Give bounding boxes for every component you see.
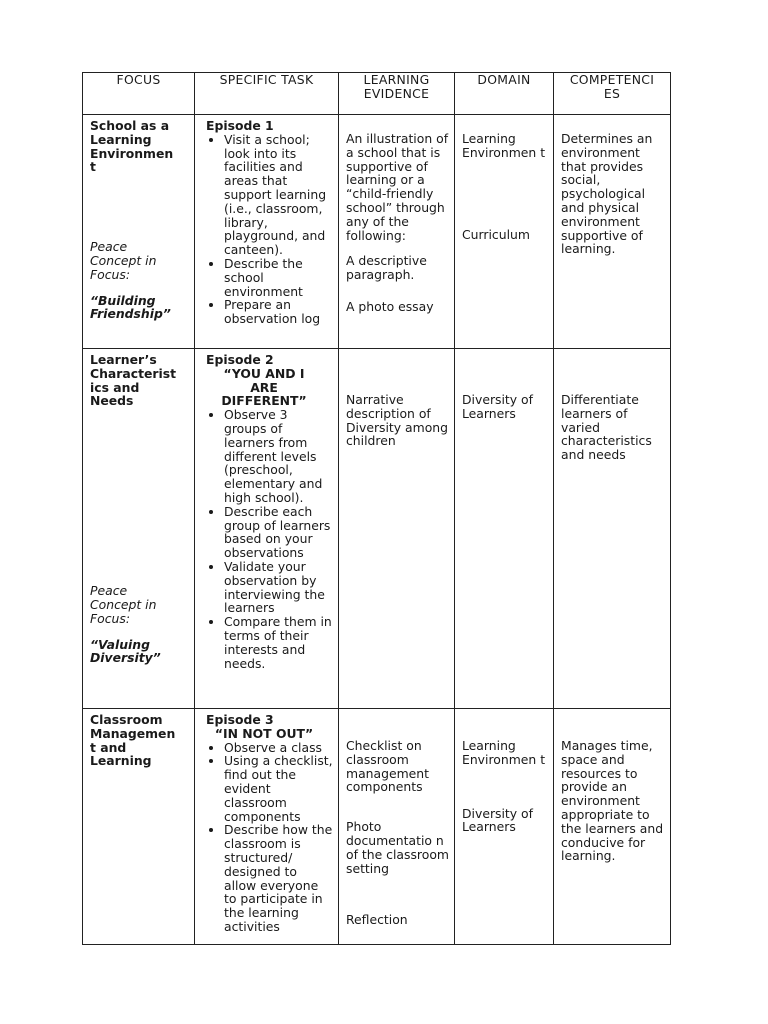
peace-concept-label: Peace Concept in Focus: [90, 583, 157, 626]
domain-text: Curriculum [462, 226, 530, 242]
focus-cell [83, 349, 195, 709]
episode-title: Episode 3 [206, 712, 274, 727]
evidence-text: Narrative description of Diversity among children [346, 392, 449, 449]
list-item: • Describe how the classroom is structured/ designed to allow everyone to participate in the learning activities [224, 823, 333, 933]
list-item: • Validate your observation by interviewing the learners [224, 560, 333, 615]
task-list [195, 133, 333, 326]
competency-cell [554, 115, 671, 349]
episode-title: Episode 2 [206, 352, 274, 367]
evidence-text: Photo documentatio n of the classroom setting [346, 819, 449, 876]
competency-text: Determines an environment that provides social, psychological and physical environment supportive of learning. [561, 131, 653, 257]
competency-cell [554, 709, 671, 945]
focus-cell [83, 115, 195, 349]
list-item: • Describe each group of learners based on your observations [224, 505, 333, 560]
list-item: • Compare them in terms of their interests and needs. [224, 615, 333, 670]
evidence-text: Reflection [346, 912, 408, 928]
header-domain: DOMAIN [455, 73, 554, 115]
competency-text: Manages time, space and resources to provide an environment appropriate to the learners and conducive for learning. [561, 738, 664, 864]
focus-title: School as a Learning Environmen t [90, 118, 174, 175]
table-row [83, 709, 671, 945]
domain-cell [455, 709, 554, 945]
task-cell [195, 115, 339, 349]
task-list [195, 741, 333, 934]
header-learning-evidence: LEARNING EVIDENCE [339, 73, 455, 115]
domain-text: Learning Environmen t [462, 131, 546, 160]
episode-title: Episode 1 [206, 118, 274, 133]
list-item: • Using a checklist, find out the evident classroom components [224, 754, 333, 823]
list-item: • Observe a class [224, 741, 333, 755]
focus-cell [83, 709, 195, 945]
evidence-cell [339, 115, 455, 349]
list-item: • Observe 3 groups of learners from different levels (preschool, elementary and high school). [224, 408, 333, 505]
evidence-cell [339, 709, 455, 945]
table-row [83, 115, 671, 349]
list-item: • Describe the school environment [224, 257, 333, 298]
evidence-text: An illustration of a school that is supportive of learning or a “child-friendly school” through any of the following: [346, 131, 449, 243]
peace-theme: “Building Friendship” [90, 292, 171, 322]
focus-title: Classroom Managemen t and Learning [90, 712, 176, 769]
evidence-text: A photo essay [346, 298, 434, 314]
task-list [195, 408, 333, 670]
domain-cell [455, 115, 554, 349]
header-row [83, 73, 671, 115]
competency-text: Differentiate learners of varied characteristics and needs [561, 392, 652, 463]
table-row [83, 349, 671, 709]
evidence-cell [339, 349, 455, 709]
header-competencies: COMPETENCI ES [554, 73, 671, 115]
domain-cell [455, 349, 554, 709]
competency-cell [554, 349, 671, 709]
domain-text: Learning Environmen t [462, 738, 546, 767]
peace-concept-label: Peace Concept in Focus: [90, 239, 157, 282]
evidence-text: A descriptive paragraph. [346, 253, 427, 283]
evidence-text: Checklist on classroom management components [346, 738, 430, 795]
episode-subtitle: “IN NOT OUT” [214, 725, 314, 741]
peace-theme: “Valuing Diversity” [90, 636, 161, 666]
task-cell [195, 349, 339, 709]
domain-text: Diversity of Learners [462, 805, 534, 835]
header-specific-task: SPECIFIC TASK [195, 73, 339, 115]
list-item: • Prepare an observation log [224, 298, 333, 326]
field-study-table [82, 72, 671, 945]
episode-subtitle: “YOU AND I ARE DIFFERENT” [221, 365, 307, 409]
header-focus: FOCUS [83, 73, 195, 115]
domain-text: Diversity of Learners [462, 392, 534, 421]
list-item: • Visit a school; look into its facilities and areas that support learning (i.e., classroom, library, playground, and canteen). [224, 133, 333, 257]
task-cell [195, 709, 339, 945]
focus-title: Learner’s Characterist ics and Needs [90, 352, 177, 409]
